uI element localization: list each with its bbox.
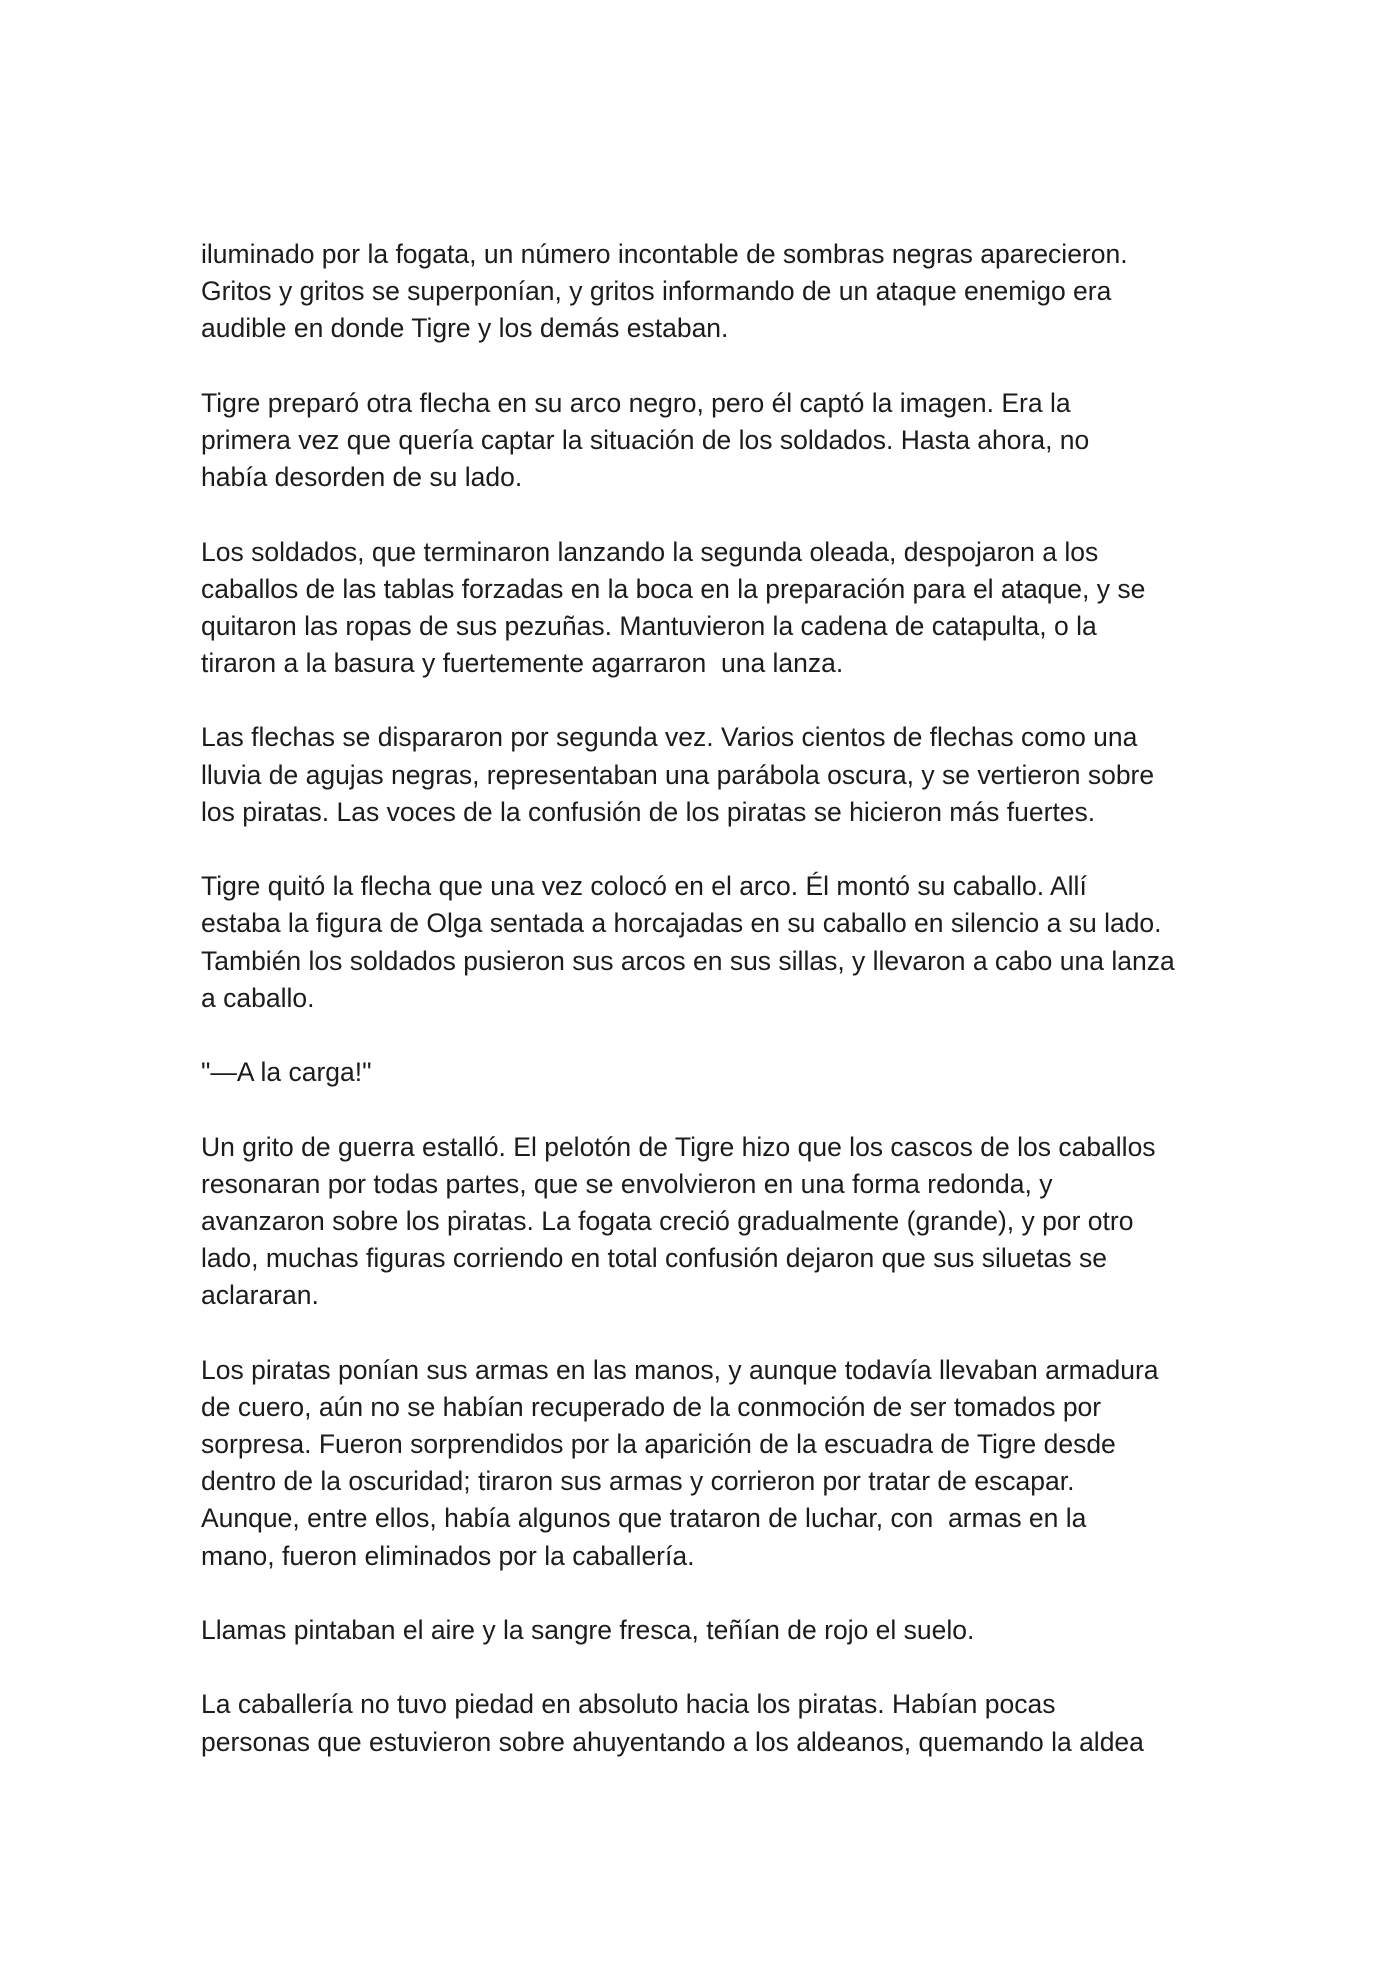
text-line: de cuero, aún no se habían recuperado de la conmoción de ser tomados por — [201, 1391, 1102, 1422]
paragraph-spacer — [201, 348, 1211, 385]
text-line: avanzaron sobre los piratas. La fogata creció gradualmente (grande), y por otro — [201, 1205, 1134, 1236]
text-line: "—A la carga!" — [201, 1057, 372, 1088]
text-line: mano, fueron eliminados por la caballería. — [201, 1540, 695, 1571]
text-line: resonaran por todas partes, que se envolvieron en una forma redonda, y — [201, 1168, 1053, 1199]
document-body — [201, 236, 1211, 1761]
text-line: primera vez que quería captar la situación de los soldados. Hasta ahora, no — [201, 424, 1090, 455]
text-line: personas que estuvieron sobre ahuyentando a los aldeanos, quemando la aldea — [201, 1726, 1144, 1757]
text-line: tiraron a la basura y fuertemente agarraron una lanza. — [201, 648, 844, 679]
paragraph-spacer — [201, 831, 1211, 868]
text-line: estaba la figura de Olga sentada a horcajadas en su caballo en silencio a su lado. — [201, 908, 1162, 939]
paragraph — [201, 534, 1211, 683]
text-line: Llamas pintaban el aire y la sangre fresca, teñían de rojo el suelo. — [201, 1614, 975, 1645]
paragraph — [201, 868, 1211, 1017]
text-line: Gritos y gritos se superponían, y gritos informando de un ataque enemigo era — [201, 276, 1112, 307]
text-line: a caballo. — [201, 982, 315, 1013]
text-line: Tigre quitó la flecha que una vez colocó en el arco. Él montó su caballo. Allí — [201, 871, 1087, 902]
paragraph — [201, 236, 1211, 348]
paragraph-spacer — [201, 682, 1211, 719]
paragraph — [201, 1612, 1211, 1649]
text-line: quitaron las ropas de sus pezuñas. Mantuvieron la cadena de catapulta, o la — [201, 610, 1097, 641]
paragraph — [201, 719, 1211, 831]
text-line: Un grito de guerra estalló. El pelotón de Tigre hizo que los cascos de los caballos — [201, 1131, 1156, 1162]
text-line: lluvia de agujas negras, representaban una parábola oscura, y se vertieron sobre — [201, 759, 1155, 790]
text-line: Aunque, entre ellos, había algunos que trataron de luchar, con armas en la — [201, 1503, 1087, 1534]
paragraph-spacer — [201, 496, 1211, 533]
text-line: aclararan. — [201, 1280, 319, 1311]
paragraph — [201, 1129, 1211, 1315]
text-line: Los piratas ponían sus armas en las manos, y aunque todavía llevaban armadura — [201, 1354, 1159, 1385]
text-line: dentro de la oscuridad; tiraron sus armas y corrieron por tratar de escapar. — [201, 1466, 1075, 1497]
text-line: La caballería no tuvo piedad en absoluto hacia los piratas. Habían pocas — [201, 1689, 1056, 1720]
paragraph-spacer — [201, 1017, 1211, 1054]
dialogue-line — [201, 1054, 1211, 1091]
text-line: Las flechas se dispararon por segunda vez. Varios cientos de flechas como una — [201, 722, 1138, 753]
paragraph-spacer — [201, 1575, 1211, 1612]
text-line: lado, muchas figuras corriendo en total confusión dejaron que sus siluetas se — [201, 1243, 1107, 1274]
paragraph-spacer — [201, 1314, 1211, 1351]
paragraph-spacer — [201, 1091, 1211, 1128]
paragraph — [201, 1686, 1211, 1760]
text-line: sorpresa. Fueron sorprendidos por la aparición de la escuadra de Tigre desde — [201, 1429, 1116, 1459]
paragraph-spacer — [201, 1649, 1211, 1686]
text-line: audible en donde Tigre y los demás estaban. — [201, 313, 729, 344]
text-line: También los soldados pusieron sus arcos en sus sillas, y llevaron a cabo una lanza — [201, 945, 1175, 976]
text-line: Tigre preparó otra flecha en su arco negro, pero él captó la imagen. Era la — [201, 387, 1071, 418]
paragraph — [201, 1352, 1211, 1575]
text-line: Los soldados, que terminaron lanzando la segunda oleada, despojaron a los — [201, 536, 1099, 567]
text-line: había desorden de su lado. — [201, 462, 523, 493]
paragraph — [201, 385, 1211, 497]
text-line: los piratas. Las voces de la confusión de los piratas se hicieron más fuertes. — [201, 796, 1096, 827]
text-line: caballos de las tablas forzadas en la boca en la preparación para el ataque, y se — [201, 573, 1146, 604]
text-line: iluminado por la fogata, un número incontable de sombras negras aparecieron. — [201, 239, 1128, 269]
